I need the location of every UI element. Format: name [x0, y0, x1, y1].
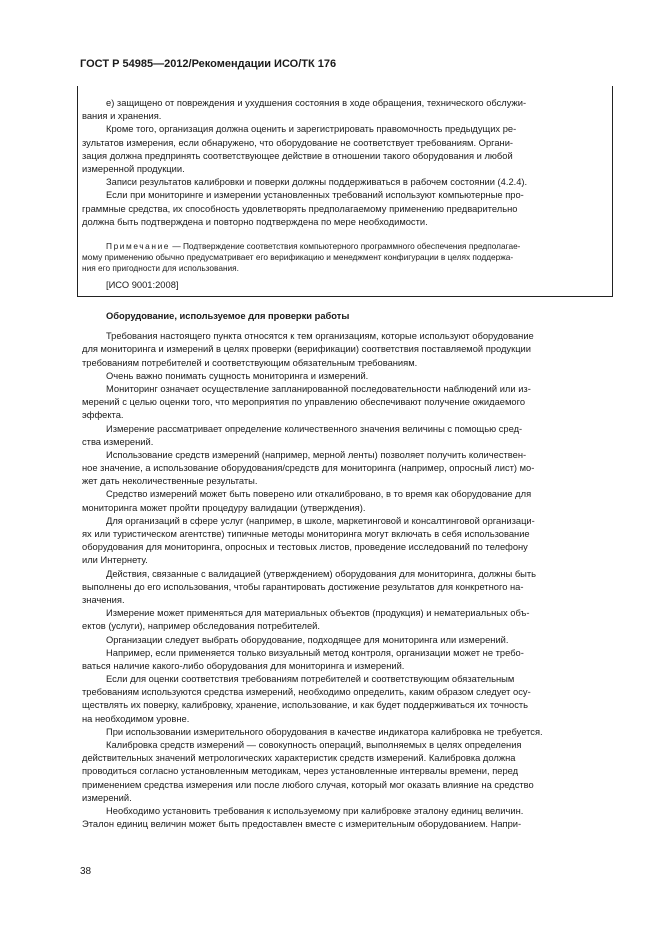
text-line: ства измерений. [82, 436, 154, 447]
text-line: на необходимом уровне. [82, 713, 190, 724]
text-line: Мониторинг означает осуществление запланированной последовательности наблюдений или из- [106, 383, 531, 394]
section-body [82, 310, 608, 831]
note-text: — Подтверждение соответствия компьютерного программного обеспечения предполагае- [170, 241, 521, 251]
text-line: ектов (услуги), например обследования потребителей. [82, 621, 320, 632]
box-text [82, 97, 608, 229]
note-line: ния его пригодности для использования. [82, 263, 239, 273]
text-line: зультатов измерения, если обнаружено, что оборудование не соответствует требованиям. Органи- [82, 137, 514, 148]
text-line: Действия, связанные с валидацией (утверждением) оборудования для мониторинга, должны быть [106, 568, 537, 579]
text-line: Записи результатов калибровки и поверки должны поддерживаться в рабочем состоянии (4.2.4). [106, 177, 528, 188]
text-line: эффекта. [82, 410, 124, 421]
text-line: ное значение, а использование оборудования/средств для мониторинга (например, опросный лист) мо- [82, 463, 535, 474]
text-line: выполнены до его использования, чтобы гарантировать достижение результатов для конкретного на- [82, 581, 524, 592]
text-line: зация должна предпринять соответствующее действие в отношении такого оборудования и любой [82, 150, 513, 161]
text-line: применением средства измерения или после любого случая, который мог оказать влияние на средство [82, 779, 534, 790]
text-line: Требования настоящего пункта относятся к тем организациям, которые используют оборудование [106, 331, 534, 342]
text-line: оборудования для мониторинга, опросных и тестовых листов, проведение исследований по телефону [82, 542, 528, 553]
note-line [82, 241, 608, 252]
text-line: граммные средства, их способность удовлетворять предполагаемому применению предварительно [82, 203, 518, 214]
text-line: е) защищено от повреждения и ухудшения состояния в ходе обращения, технического обслужи- [106, 98, 527, 108]
text-line: Калибровка средств измерений — совокупность операций, выполняемых в целях определения [106, 740, 522, 750]
text-line: Эталон единиц величин может быть предоставлен вместе с измерительным оборудованием. Напри- [82, 819, 522, 830]
text-line: мониторинга может пройти процедуру валидации (утверждения). [82, 502, 366, 513]
text-line: проводиться согласно установленным методикам, через установленные интервалы времени, перед [82, 766, 519, 777]
text-line: Измерение может применяться для материальных объектов (продукция) и нематериальных объ- [106, 608, 530, 619]
text-line: значения. [82, 594, 125, 605]
text-line: ях или туристическом агентстве) типичные методы мониторинга могут включать в себя использование [82, 529, 530, 539]
text-line: Измерение рассматривает определение количественного значения величины с помощью сред- [106, 423, 523, 434]
section-title: Оборудование, используемое для проверки работы [106, 311, 350, 321]
text-line: Если при мониторинге и измерении установленных требований используют компьютерные про- [106, 190, 524, 201]
text-line: Для организаций в сфере услуг (например, в школе, маркетинговой и консалтинговой организаци- [106, 515, 535, 526]
text-line: Использование средств измерений (например, мерной ленты) позволяет получить количествен- [106, 449, 527, 460]
text-line: измеренной продукции. [82, 163, 185, 174]
note-line: мому применению обычно предусматривает его верификацию и менеджмент конфигурации в целях поддержа- [82, 252, 514, 262]
text-line: мерений с целью оценки того, что мероприятия по управлению обеспечивают получение ожидаемого [82, 397, 526, 408]
text-line: или Интернету. [82, 555, 148, 566]
page-number: 38 [80, 866, 92, 877]
text-line: действительных значений метрологических характеристик средств измерений. Калибровка должна [82, 753, 516, 764]
document-header: ГОСТ Р 54985—2012/Рекомендации ИСО/ТК 176 [80, 58, 337, 70]
text-line: требованиям используются средства измерений, необходимо определить, каким образом следует осу- [82, 687, 531, 698]
text-line: требованиям потребителей и соответствующим обязательным требованиям. [82, 357, 418, 368]
text-line: Средство измерений может быть поверено или откалибровано, в то время как оборудование для [106, 489, 532, 500]
text-line: Очень важно понимать сущность мониторинга и измерений. [106, 370, 369, 381]
text-line: вания и хранения. [82, 111, 162, 122]
text-line: Необходимо установить требования к используемому при калибровке эталону единиц величин. [106, 805, 524, 816]
text-line: ществлять их поверку, калибровку, хранение, использование, и как будет поддерживаться их точность [82, 700, 529, 711]
text-line: Например, если применяется только визуальный метод контроля, организации может не требо- [106, 647, 524, 658]
text-line: для мониторинга и измерений в целях проверки (верификации) соответствия поставляемой продукции [82, 344, 531, 355]
text-line: измерений. [82, 792, 132, 803]
note-label: Примечание [106, 241, 171, 251]
text-line: жет дать неколичественные результаты. [82, 476, 258, 487]
text-line: Если для оценки соответствия требованиям потребителей и соответствующим обязательным [106, 674, 515, 685]
reference: [ИСО 9001:2008] [106, 280, 179, 290]
text-line: Кроме того, организация должна оценить и зарегистрировать правомочность предыдущих ре- [106, 124, 517, 135]
text-line: ваться наличие какого-либо оборудования для мониторинга и измерений. [82, 660, 405, 671]
text-line: Организации следует выбрать оборудование, подходящее для мониторинга или измерений. [106, 634, 509, 645]
text-line: должна быть подтверждена и повторно подтверждена по мере необходимости. [82, 216, 428, 227]
text-line: При использовании измерительного оборудования в качестве индикатора калибровка не требуется. [106, 726, 543, 737]
note-block [82, 241, 608, 274]
